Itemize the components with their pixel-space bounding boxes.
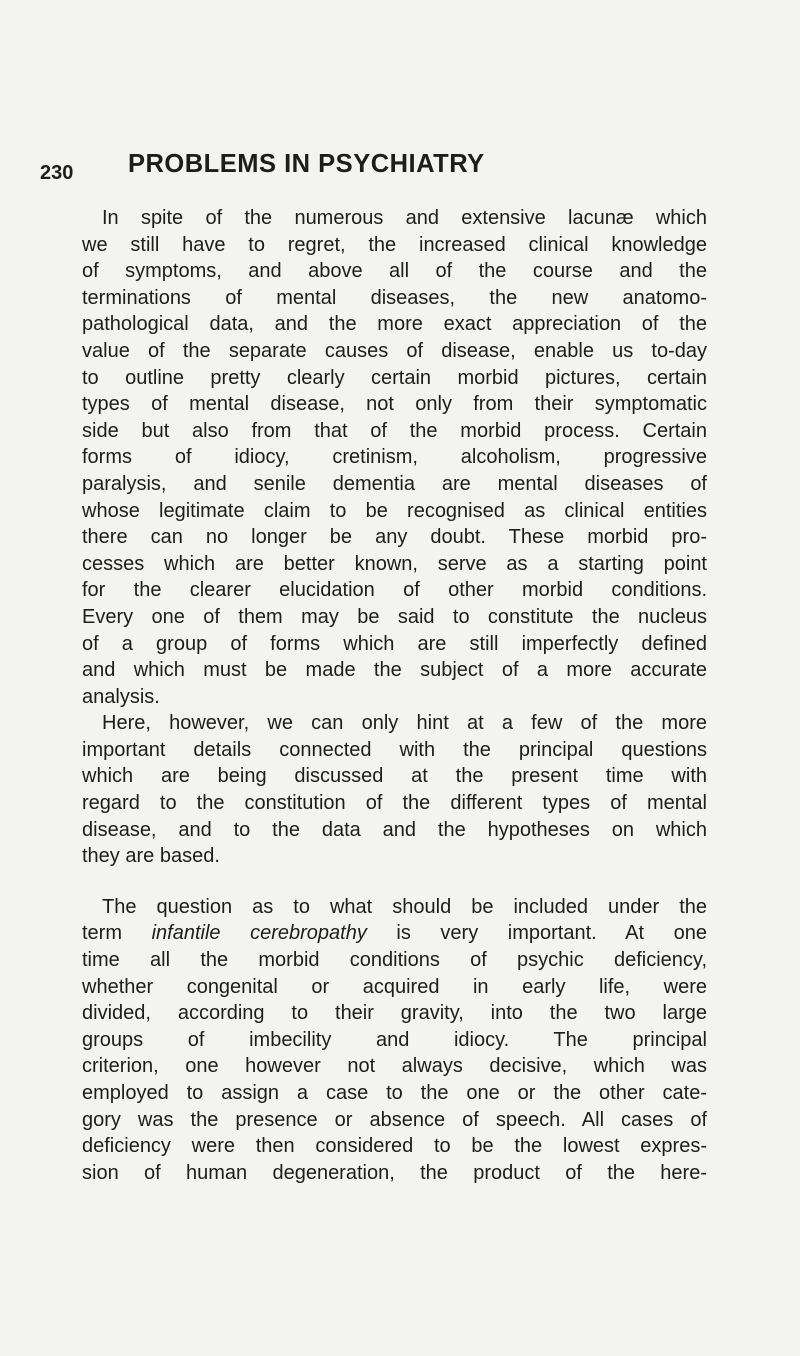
paragraph-2 — [82, 710, 707, 870]
text-line: regard to the constitution of the different types of mental — [82, 792, 707, 815]
text-line: side but also from that of the morbid process. Certain — [82, 419, 707, 442]
text-line: terminations of mental diseases, the new anatomo- — [82, 286, 707, 309]
paragraph-3 — [82, 894, 707, 1187]
text-line: Every one of them may be said to constitute the nucleus — [82, 605, 707, 628]
text-line: The question as to what should be included under the — [102, 895, 707, 918]
text-line: of symptoms, and above all of the course and the — [82, 260, 707, 283]
text-line: whether congenital or acquired in early life, were — [82, 975, 707, 998]
text-line: types of mental disease, not only from their symptomatic — [82, 393, 707, 416]
text-line: disease, and to the data and the hypotheses on which — [82, 818, 707, 841]
text-line: deficiency were then considered to be the lowest expres- — [82, 1135, 707, 1158]
text-line: divided, according to their gravity, into the two large — [82, 1002, 707, 1025]
paragraph-1 — [82, 205, 707, 710]
text-line: paralysis, and senile dementia are mental diseases of — [82, 472, 707, 495]
text-line: gory was the presence or absence of speech. All cases of — [82, 1108, 707, 1131]
text-line: forms of idiocy, cretinism, alcoholism, progressive — [82, 446, 707, 469]
italic-term: infantile cerebropathy — [151, 922, 367, 945]
text-line: value of the separate causes of disease, enable us to-day — [82, 339, 707, 362]
text-line: In spite of the numerous and extensive lacunæ which — [102, 207, 707, 229]
text-line: of a group of forms which are still imperfectly defined — [82, 632, 707, 655]
text-line: employed to assign a case to the one or the other cate- — [82, 1082, 707, 1104]
text-line: time all the morbid conditions of psychic deficiency, — [82, 949, 707, 972]
text-line: sion of human degeneration, the product of the here- — [82, 1161, 707, 1184]
text-line-with-italic: term infantile cerebropathy is very important. At one — [82, 922, 707, 945]
running-head — [40, 150, 780, 190]
text-line: and which must be made the subject of a more accurate — [82, 659, 707, 682]
text-line: criterion, one however not always decisive, which was — [82, 1055, 707, 1078]
text-line: for the clearer elucidation of other morbid conditions. — [82, 579, 707, 602]
text-line: to outline pretty clearly certain morbid pictures, certain — [82, 366, 707, 389]
body-text — [82, 205, 707, 1186]
text-line: important details connected with the principal questions — [82, 738, 707, 761]
text-line: groups of imbecility and idiocy. The principal — [82, 1028, 707, 1051]
text-line: we still have to regret, the increased clinical knowledge — [82, 233, 707, 256]
page-number: 230 — [40, 162, 74, 184]
text-line: they are based. — [82, 845, 220, 868]
text-line: there can no longer be any doubt. These morbid pro- — [82, 526, 707, 549]
text-line: analysis. — [82, 685, 160, 708]
text-fragment: is very important. At one — [366, 922, 707, 945]
paragraph-gap — [82, 870, 707, 894]
text-line: Here, however, we can only hint at a few of the more — [102, 712, 707, 735]
text-line: cesses which are better known, serve as a starting point — [82, 552, 707, 575]
text-line: whose legitimate claim to be recognised as clinical entities — [82, 499, 707, 522]
text-line: which are being discussed at the present time with — [82, 765, 707, 788]
running-title: PROBLEMS IN PSYCHIATRY — [128, 150, 485, 178]
text-line: pathological data, and the more exact appreciation of the — [82, 313, 707, 336]
